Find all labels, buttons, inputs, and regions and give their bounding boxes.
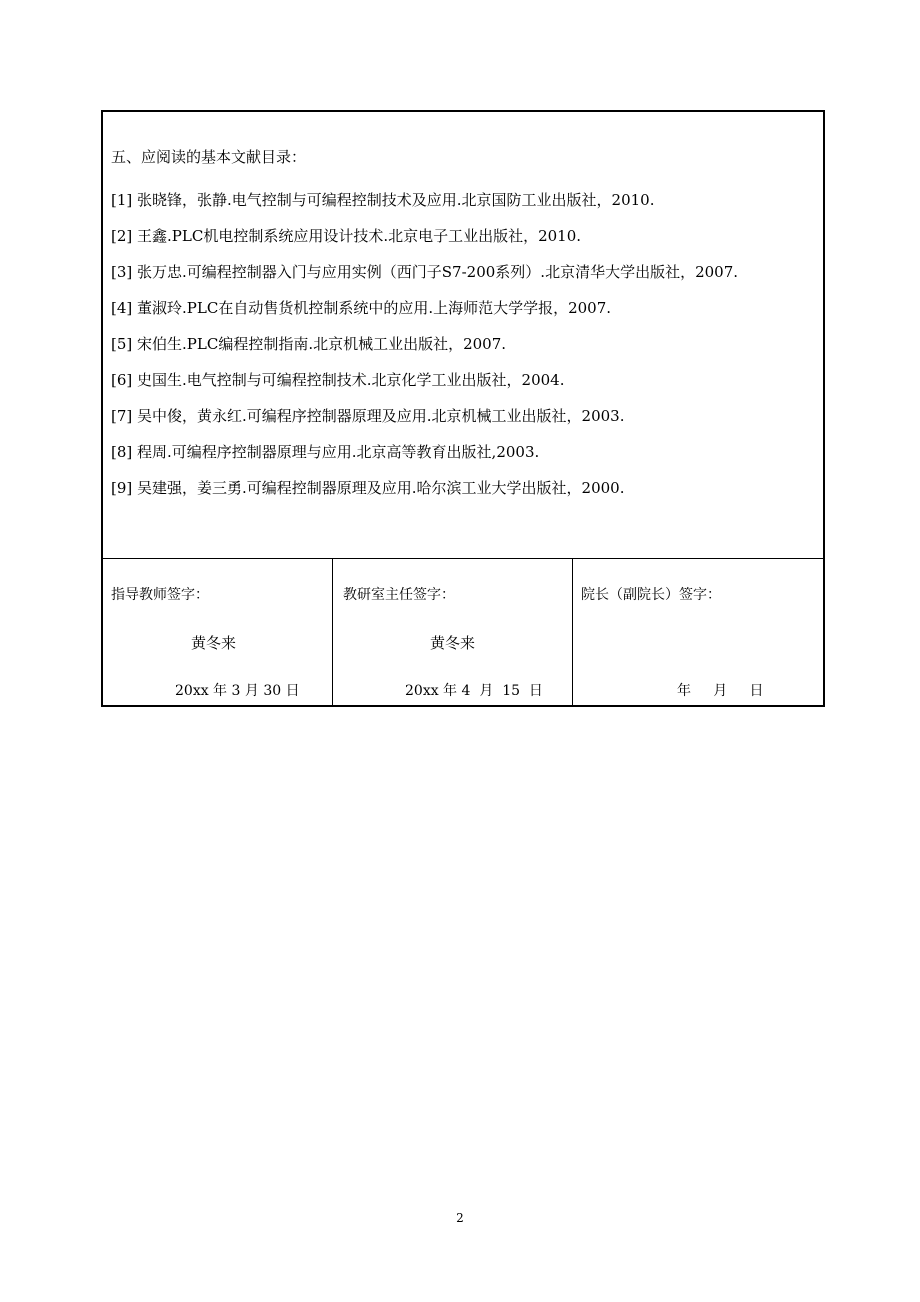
reference-list [111,182,815,506]
reference-item-1: [1] 张晓锋，张静.电气控制与可编程控制技术及应用.北京国防工业出版社，2010. [111,191,655,209]
reference-item-9: [9] 吴建强，姜三勇.可编程控制器原理及应用.哈尔滨工业大学出版社，2000. [111,479,625,497]
dean-signature-cell [573,559,823,705]
references-heading: 五、应阅读的基本文献目录： [111,148,307,166]
advisor-signature-name: 黄冬来 [191,634,237,652]
office-director-signature-label: 教研室主任签字： [343,587,455,603]
reference-item-5: [5] 宋伯生.PLC编程控制指南.北京机械工业出版社，2007. [111,335,507,353]
reference-item-7: [7] 吴中俊，黄永红.可编程序控制器原理及应用.北京机械工业出版社，2003. [111,407,625,425]
dean-signature-label: 院长（副院长）签字： [581,587,721,603]
office-director-signature-cell [333,559,573,705]
signature-row [103,559,823,705]
advisor-signature-label: 指导教师签字： [111,587,209,603]
reference-item-6: [6] 史国生.电气控制与可编程控制技术.北京化学工业出版社，2004. [111,371,565,389]
dean-signature-date: 年 月 日 [677,683,764,699]
reference-item-4: [4] 董淑玲.PLC在自动售货机控制系统中的应用.上海师范大学学报，2007. [111,299,612,317]
form-table [101,110,825,707]
page-number: 2 [456,1211,464,1225]
office-director-signature-date: 20xx 年 4 月 15 日 [405,683,543,699]
references-section [103,112,823,559]
advisor-signature-cell [103,559,333,705]
office-director-signature-name: 黄冬来 [430,634,476,652]
reference-item-3: [3] 张万忠.可编程控制器入门与应用实例（西门子S7-200系列）.北京清华大学出版社，2007. [111,263,739,281]
reference-item-8: [8] 程周.可编程序控制器原理与应用.北京高等教育出版社,2003. [111,443,540,461]
advisor-signature-date: 20xx 年 3 月 30 日 [175,683,300,699]
reference-item-2: [2] 王鑫.PLC机电控制系统应用设计技术.北京电子工业出版社，2010. [111,227,582,245]
